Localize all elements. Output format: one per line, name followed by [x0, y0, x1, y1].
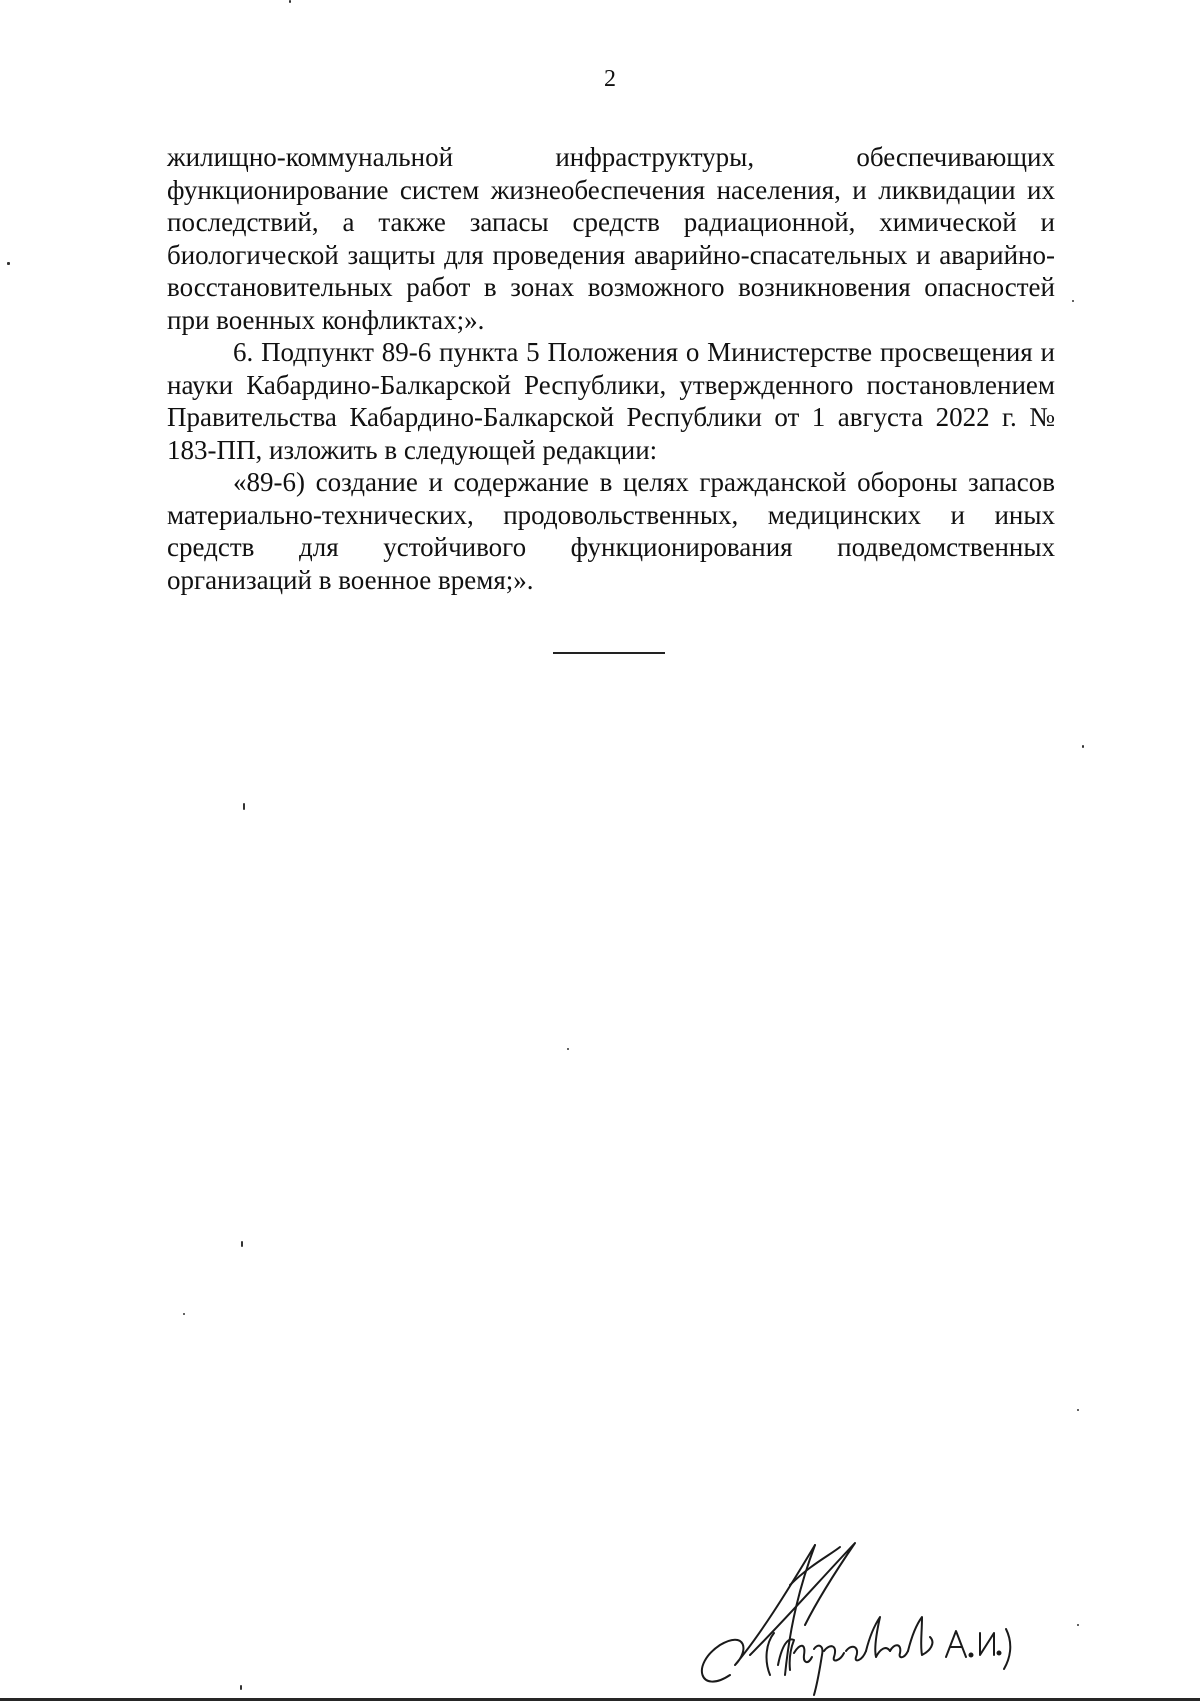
paragraph-quoted-amendment: «89-6) создание и содержание в целях гражданской обороны запасов материально-технических, продовольственных, медицинских и иных средств для устойчивого функционирования подведомственных организаций в военное время;». [167, 467, 1055, 595]
paragraph-item-6: 6. Подпункт 89-6 пункта 5 Положения о Министерстве просвещения и науки Кабардино-Балкарской Республики, утвержденного постановлением Правительства Кабардино-Балкарской Республики от 1 августа 2022 г. № 183-ПП, изложить в следующей редакции: [167, 337, 1055, 465]
document-body [167, 141, 1055, 596]
page-number: 2 [604, 66, 616, 92]
end-separator-line [553, 652, 665, 654]
handwritten-signature [690, 1525, 1030, 1700]
paragraph-continuation: жилищно-коммунальной инфраструктуры, обеспечивающих функционирование систем жизнеобеспечения населения, и ликвидации их последствий, а также запасы средств радиационной, химической и биологической защиты для проведения аварийно-спасательных и аварийно-восстановительных работ в зонах возможного возникновения опасностей при военных конфликтах;». [167, 142, 1055, 335]
